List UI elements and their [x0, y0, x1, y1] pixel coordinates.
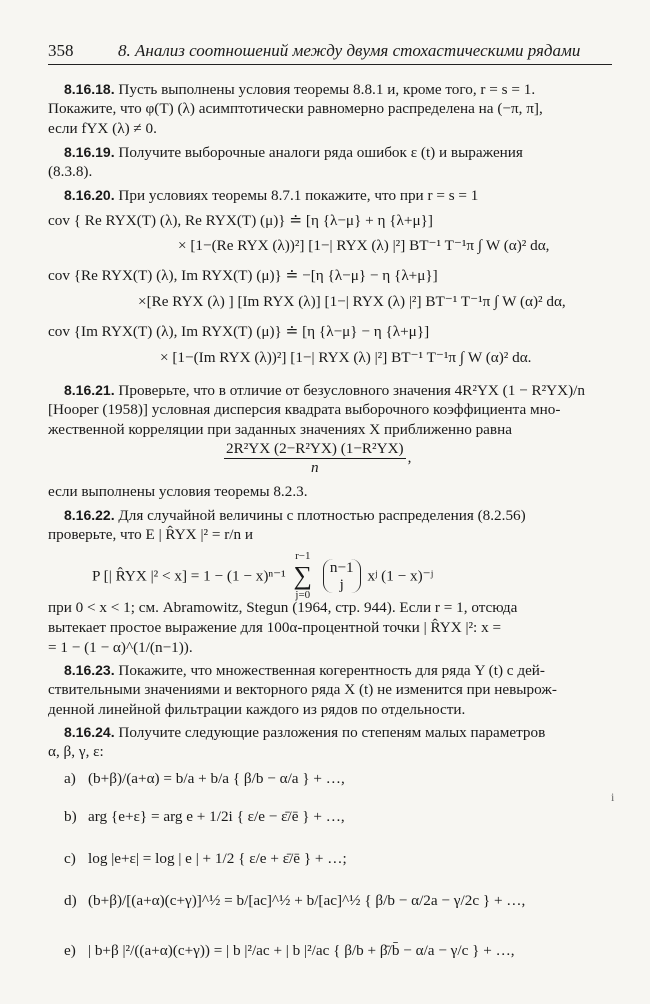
exercise-number: 8.16.20. — [64, 187, 115, 203]
exercise-text: Покажите, что множественная когерентность для ряда Y (t) с дей- — [118, 662, 545, 679]
exercise-8-16-18-line-1 — [64, 79, 535, 100]
exercise-text: При условиях теоремы 8.7.1 покажите, что при r = s = 1 — [118, 187, 479, 204]
exercise-8-16-18-line-3: если fYX (λ) ≠ 0. — [48, 120, 157, 137]
sum-lower-limit: j=0 — [295, 589, 311, 601]
exercise-text: Получите выборочные аналоги ряда ошибок ε (t) и выражения — [118, 144, 523, 161]
exercise-text: Получите следующие разложения по степеням малых параметров — [118, 724, 546, 741]
punctuation: , — [407, 448, 412, 466]
exercise-number: 8.16.18. — [64, 81, 115, 97]
item-label: b) — [64, 808, 77, 825]
exercise-8-16-23-line-3: денной линейной фильтрации каждого из рядов по отдельности. — [48, 701, 466, 718]
expansion-formula: (b+β)/[(a+α)(c+γ)]^½ = b/[ac]^½ + b/[ac]^½ { β/b − α/2a − γ/2c } + …, — [88, 892, 526, 909]
running-title: 8. Анализ соотношений между двумя стохастическими рядами — [118, 41, 581, 60]
fraction-denominator: n — [311, 459, 319, 476]
exercise-8-16-24-line-1 — [64, 722, 545, 743]
exercise-number: 8.16.21. — [64, 382, 115, 398]
fraction-numerator: 2R²YX (2−R²YX) (1−R²YX) — [226, 440, 404, 457]
expansion-b — [64, 808, 345, 826]
cov-equation-1-line-1: cov { Re RYX(T) (λ), Re RYX(T) (μ)} ≐ [η {λ−μ} + η {λ+μ}] — [48, 212, 433, 229]
exercise-number: 8.16.19. — [64, 144, 115, 160]
item-label: a) — [64, 770, 76, 787]
exercise-8-16-21-line-2: [Hooper (1958)] условная дисперсия квадрата выборочного коэффициента мно- — [48, 401, 561, 418]
expansion-formula: (b+β)/(a+α) = b/a + b/a { β/b − α/a } + …, — [88, 770, 345, 787]
running-header — [48, 37, 612, 65]
cov-equation-3-line-1: cov {Im RYX(T) (λ), Im RYX(T) (μ)} ≐ [η {λ−μ} − η {λ+μ}] — [48, 323, 430, 340]
binomial-bottom: j — [339, 576, 344, 593]
expansion-formula: arg {e+ε} = arg e + 1/2i { ε/e − ε̄/ē } + …, — [88, 808, 345, 825]
exercise-8-16-19-line-1 — [64, 142, 523, 163]
exercise-8-16-24-line-2: α, β, γ, ε: — [48, 743, 104, 760]
exercise-8-16-22-line-5: = 1 − (1 − α)^(1/(n−1)). — [48, 639, 193, 656]
exercise-8-16-21-line-1 — [64, 380, 585, 401]
item-label: d) — [64, 892, 77, 909]
binomial-top: n−1 — [329, 559, 354, 576]
expansion-a — [64, 770, 345, 788]
exercise-8-16-22-line-3: при 0 < x < 1; см. Abramowitz, Stegun (1964, стр. 944). Если r = 1, отсюда — [48, 599, 518, 616]
probability-equation — [92, 550, 433, 602]
exercise-text: Для случайной величины с плотностью распределения (8.2.56) — [118, 507, 526, 524]
fraction — [224, 440, 406, 477]
expansion-c — [64, 850, 347, 868]
exercise-number: 8.16.23. — [64, 662, 115, 678]
exercise-8-16-23-line-2: ствительными значениями и векторного ряда X (t) не изменится при невырож- — [48, 681, 557, 698]
exercise-8-16-22-line-2: проверьте, что E | R̂YX |² = r/n и — [48, 526, 254, 543]
exercise-text: Пусть выполнены условия теоремы 8.8.1 и, кроме того, r = s = 1. — [118, 81, 536, 98]
expansion-formula: | b+β |²/((a+α)(c+γ)) = | b |²/ac + | b |²/ac { β/b + β̄/b̄ − α/a − γ/c } + …, — [88, 942, 515, 959]
summation — [294, 550, 313, 602]
cov-equation-2-line-1: cov {Re RYX(T) (λ), Im RYX(T) (μ)} ≐ −[η {λ−μ} − η {λ+μ}] — [48, 267, 438, 284]
expansion-e — [64, 942, 515, 960]
sigma-symbol: ∑ — [293, 561, 313, 590]
exercise-number: 8.16.24. — [64, 724, 115, 740]
header-rule — [48, 64, 612, 65]
exercise-text: Проверьте, что в отличие от безусловного значения 4R²YX (1 − R²YX)/n — [118, 382, 585, 399]
sum-upper-limit: r−1 — [295, 550, 311, 562]
exercise-8-16-21-line-4: если выполнены условия теоремы 8.2.3. — [48, 483, 308, 500]
equation-right-side: xʲ (1 − x)⁻ʲ — [367, 567, 434, 585]
cov-equation-1-line-2: × [1−(Re RYX (λ))²] [1−| RYX (λ) |²] BT⁻¹ T⁻¹π ∫ W (α)² dα, — [178, 237, 550, 254]
variance-fraction — [222, 440, 411, 477]
exercise-8-16-22-line-4: вытекает простое выражение для 100α-процентной точки | R̂YX |²: x = — [48, 619, 502, 636]
exercise-8-16-19-line-2: (8.3.8). — [48, 163, 93, 180]
exercise-8-16-20-line-1 — [64, 185, 478, 206]
exercise-8-16-21-line-3: жественной корреляции при заданных значениях X приближенно равна — [48, 421, 512, 438]
expansion-formula: log |e+ε| = log | e | + 1/2 { ε/e + ε̄/ē } + …; — [88, 850, 347, 867]
expansion-d — [64, 892, 525, 910]
page-number: 358 — [48, 41, 74, 60]
exercise-8-16-23-line-1 — [64, 660, 545, 681]
exercise-8-16-22-line-1 — [64, 505, 526, 526]
cov-equation-2-line-2: ×[Re RYX (λ) ] [Im RYX (λ)] [1−| RYX (λ) |²] BT⁻¹ T⁻¹π ∫ W (α)² dα, — [138, 293, 566, 310]
binomial-coefficient — [323, 559, 361, 593]
exercise-number: 8.16.22. — [64, 507, 115, 523]
exercise-8-16-18-line-2: Покажите, что φ(T) (λ) асимптотически равномерно распределена на (−π, π], — [48, 100, 543, 117]
margin-mark: i — [611, 790, 615, 804]
cov-equation-3-line-2: × [1−(Im RYX (λ))²] [1−| RYX (λ) |²] BT⁻¹ T⁻¹π ∫ W (α)² dα. — [160, 349, 532, 366]
item-label: c) — [64, 850, 76, 867]
equation-left-side: P [| R̂YX |² < x] = 1 − (1 − x)ⁿ⁻¹ — [92, 567, 286, 585]
item-label: e) — [64, 942, 76, 959]
